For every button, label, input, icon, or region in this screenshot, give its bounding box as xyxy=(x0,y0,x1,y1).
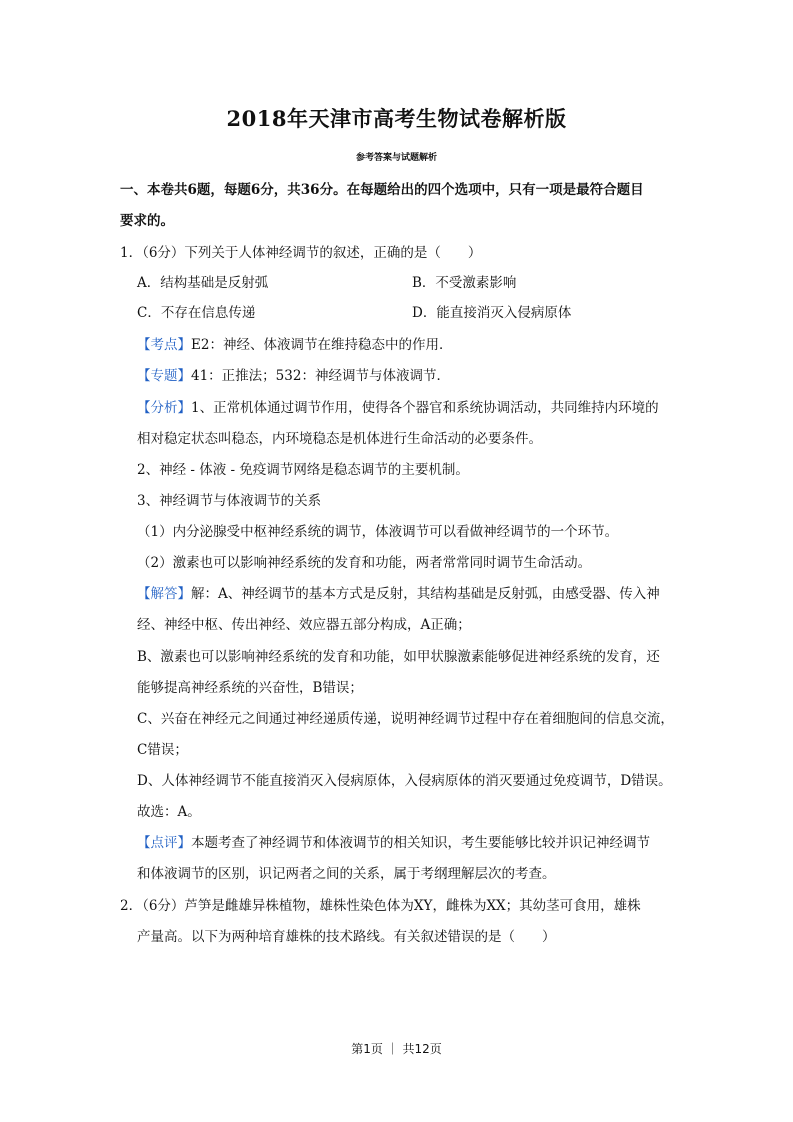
jieda-line1: 解：A、神经调节的基本方式是反射，其结构基础是反射弧，由感受器、传入神 xyxy=(191,586,660,602)
dianping-tag: 【点评】 xyxy=(137,835,191,851)
jieda-line8: 故选：A。 xyxy=(137,804,201,820)
question-1-stem: 1．（6分）下列关于人体神经调节的叙述，正确的是（ ） xyxy=(120,245,482,261)
fenxi-line3: 2、神经 - 体液 - 免疫调节网络是稳态调节的主要机制。 xyxy=(137,462,469,478)
fenxi-line6: （2）激素也可以影响神经系统的发育和功能，两者常常同时调节生命活动。 xyxy=(137,555,592,571)
fenxi-tag: 【分析】 xyxy=(137,400,191,416)
fenxi-line1: 1、正常机体通过调节作用，使得各个器官和系统协调活动，共同维持内环境的 xyxy=(191,400,659,416)
zhuanti-tag: 【专题】 xyxy=(137,368,191,384)
q1-option-c: C．不存在信息传递 xyxy=(137,305,256,321)
jieda-line2: 经、神经中枢、传出神经、效应器五部分构成，A正确； xyxy=(137,617,471,633)
kaodian-row xyxy=(137,333,452,353)
q1-option-d: D．能直接消灭入侵病原体 xyxy=(412,305,572,321)
jieda-line7: D、人体神经调节不能直接消灭入侵病原体，入侵病原体的消灭要通过免疫调节，D错误。 xyxy=(137,773,672,789)
jieda-line4: 能够提高神经系统的兴奋性，B错误； xyxy=(137,680,363,696)
fenxi-line5: （1）内分泌腺受中枢神经系统的调节，体液调节可以看做神经调节的一个环节。 xyxy=(137,524,619,540)
section-heading-line2: 要求的。 xyxy=(120,213,174,229)
fenxi-line2: 相对稳定状态叫稳态，内环境稳态是机体进行生命活动的必要条件。 xyxy=(137,431,542,447)
dianping-line1: 本题考查了神经调节和体液调节的相关知识，考生要能够比较并识记神经调节 xyxy=(191,835,650,851)
section-heading-line1: 一、本卷共6题，每题6分，共36分。在每题给出的四个选项中，只有一项是最符合题目 xyxy=(120,182,644,198)
document-title: 2018年天津市高考生物试卷解析版 xyxy=(226,106,567,131)
fenxi-row xyxy=(137,396,659,416)
page-footer: 第1页 ｜ 共12页 xyxy=(351,1042,442,1056)
jieda-row xyxy=(137,582,660,602)
zhuanti-text: 41：正推法；532：神经调节与体液调节． xyxy=(191,368,450,384)
fenxi-line4: 3、神经调节与体液调节的关系 xyxy=(137,493,322,509)
jieda-tag: 【解答】 xyxy=(137,586,191,602)
jieda-line6: C错误； xyxy=(137,742,188,758)
zhuanti-row xyxy=(137,364,450,384)
question-2-line1: 2．（6分）芦笋是雌雄异株植物，雄株性染色体为XY，雌株为XX；其幼茎可食用，雄株 xyxy=(120,898,641,914)
q1-option-b: B．不受激素影响 xyxy=(412,275,517,291)
kaodian-text: E2：神经、体液调节在维持稳态中的作用． xyxy=(191,337,453,353)
question-2-line2: 产量高。以下为两种培育雄株的技术路线。有关叙述错误的是（ ） xyxy=(137,929,556,945)
kaodian-tag: 【考点】 xyxy=(137,337,191,353)
dianping-line2: 和体液调节的区别，识记两者之间的关系，属于考纲理解层次的考查。 xyxy=(137,866,556,882)
q1-option-a: A．结构基础是反射弧 xyxy=(137,275,269,291)
dianping-row xyxy=(137,831,650,851)
jieda-line3: B、激素也可以影响神经系统的发育和功能，如甲状腺激素能够促进神经系统的发育，还 xyxy=(137,649,660,665)
document-subtitle: 参考答案与试题解析 xyxy=(355,153,437,163)
jieda-line5: C、兴奋在神经元之间通过神经递质传递，说明神经调节过程中存在着细胞间的信息交流， xyxy=(137,711,674,727)
